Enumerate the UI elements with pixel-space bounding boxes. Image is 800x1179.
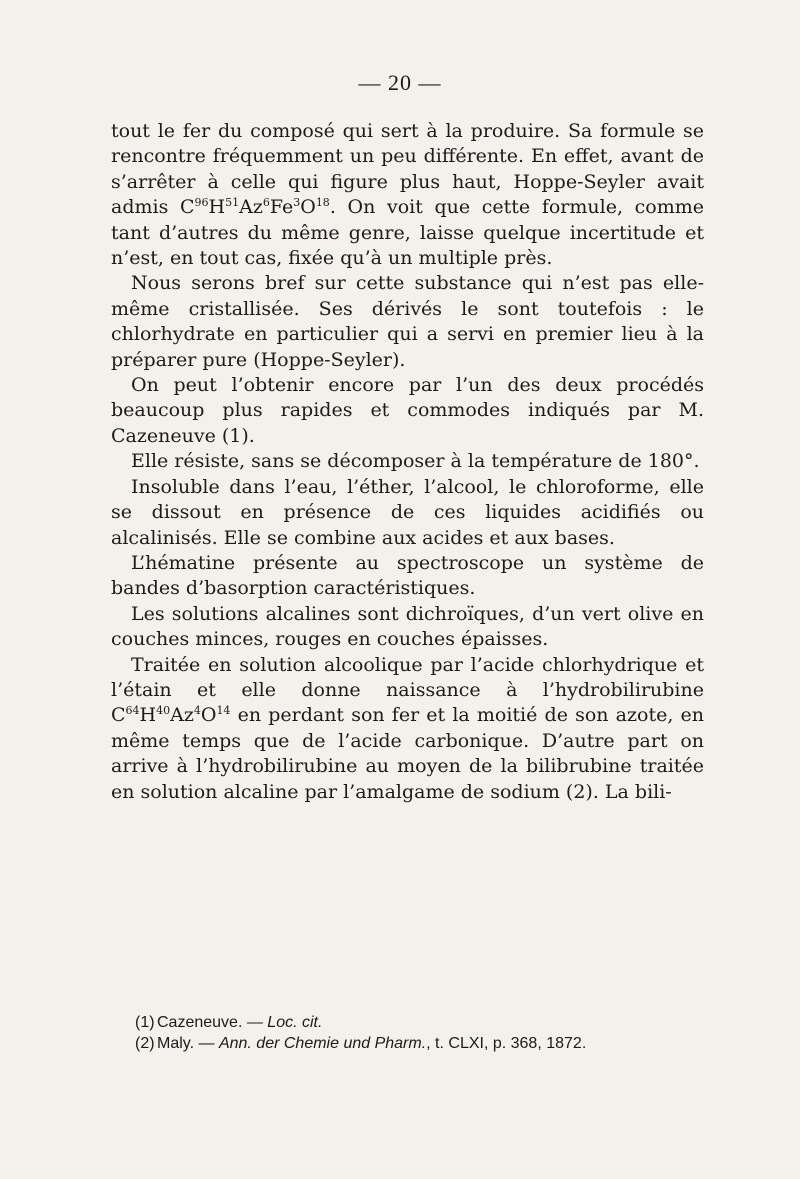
body-text xyxy=(111,119,704,805)
text-run: en perdant son fer et la moitié de son azote, en même temps que de l’acide carbonique. D’autre part on arrive à l’hydrobilirubine au moyen de la bilibrubine traitée en solution alcaline par l’amalgame de sodium (2). La bili- xyxy=(111,704,704,803)
formula-subscript-number: 96 xyxy=(194,196,209,210)
footnote xyxy=(135,1012,695,1033)
text-run: H xyxy=(139,704,157,727)
text-run: Az xyxy=(239,196,263,219)
formula-subscript-number: 64 xyxy=(125,704,140,718)
footnote-reference-title: Ann. der Chemie und Pharm. xyxy=(218,1035,427,1052)
footnote-reference-title: Loc. cit. xyxy=(267,1014,323,1031)
page-number: — 20 — xyxy=(358,70,442,95)
text-run: Les solutions alcalines sont dichroïques, d’un vert olive en couches minces, rouges en couches épaisses. xyxy=(111,602,704,651)
footnote-number: (1) xyxy=(135,1014,155,1031)
paragraph xyxy=(111,475,704,551)
footnote-author: Cazeneuve. — xyxy=(157,1014,263,1031)
formula-subscript-number: 18 xyxy=(315,196,330,210)
paragraph xyxy=(111,653,704,805)
text-run: Insoluble dans l’eau, l’éther, l’alcool, le chloroforme, elle se dissout en présence de ces liquides acidifiés ou alcalinisés. Elle se combine aux acides et aux bases. xyxy=(111,475,704,549)
footnotes xyxy=(135,1012,695,1054)
formula-subscript-number: 14 xyxy=(216,704,231,718)
paragraph xyxy=(111,119,704,271)
formula-subscript-number: 4 xyxy=(193,704,201,718)
paragraph xyxy=(111,602,704,653)
text-run: L’hématine présente au spectroscope un système de bandes d’basorption caractéristiques. xyxy=(111,551,704,600)
text-run: Nous serons bref sur cette substance qui n’est pas elle-même cristallisée. Ses dérivés le sont toutefois : le chlorhydrate en particulier qui a servi en premier lieu à la préparer pure (Hoppe-Seyler). xyxy=(111,272,704,371)
footnote-reference-detail: , t. CLXI, p. 368, 1872. xyxy=(426,1035,587,1052)
formula-subscript-number: 40 xyxy=(156,704,171,718)
footnote-number: (2) xyxy=(135,1035,155,1052)
text-run: Traitée en solution alcoolique par l’acide chlorhydrique et l’étain et elle donne naissance à l’hydrobilirubine C xyxy=(111,653,704,727)
formula-subscript-number: 51 xyxy=(225,196,240,210)
text-run: O xyxy=(200,704,217,727)
text-run: H xyxy=(208,196,226,219)
formula-subscript-number: 6 xyxy=(262,196,270,210)
paragraph xyxy=(111,551,704,602)
text-run: Fe xyxy=(269,196,294,219)
text-run: Elle résiste, sans se décomposer à la température de 180°. xyxy=(131,450,700,473)
text-run: . On voit que cette formule, comme tant d’autres du même genre, laisse quelque incertitude et n’est, en tout cas, fixée qu’à un multiple près. xyxy=(111,196,704,270)
text-run: O xyxy=(300,196,316,219)
footnote-author: Maly. — xyxy=(157,1035,215,1052)
text-run: Az xyxy=(170,704,194,727)
text-run: tout le fer du composé qui sert à la produire. Sa formule se rencontre fréquemment un peu différente. En effet, avant de s’arrêter à celle qui figure plus haut, Hoppe-Seyler avait admis C xyxy=(111,120,704,219)
formula-subscript-number: 3 xyxy=(293,196,301,210)
paragraph xyxy=(111,271,704,373)
paragraph xyxy=(111,449,704,474)
paragraph xyxy=(111,373,704,449)
footnote xyxy=(135,1033,695,1054)
text-run: On peut l’obtenir encore par l’un des deux procédés beaucoup plus rapides et commodes indiqués par M. Cazeneuve (1). xyxy=(111,374,704,447)
